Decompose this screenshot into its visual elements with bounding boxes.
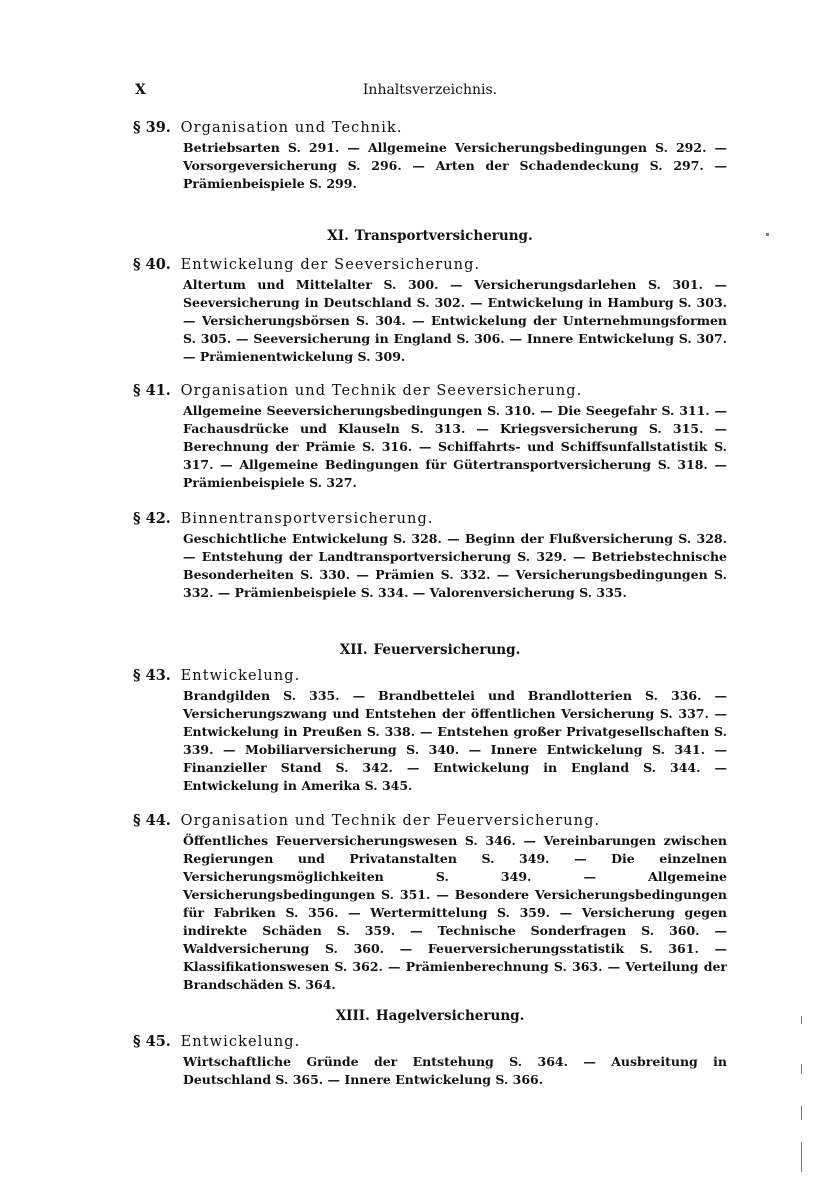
section-45 [133, 1032, 727, 1089]
section-title: Entwickelung der Seeversicherung. [180, 257, 481, 273]
section-number: § 39. [133, 119, 171, 136]
scan-speck [801, 1106, 802, 1120]
running-title: Inhaltsverzeichnis. [362, 82, 498, 98]
section-40 [133, 255, 727, 366]
section-body: Altertum und Mittelalter S. 300. — Versicherungsdarlehen S. 301. — Seeversicherung in Deutschland S. 302. — Entwickelung in Hamburg S. 303. — Versicherungsbörsen S. 304. — Entwickelung der Unternehmungsformen S. 305. — Seeversicherung in England S. 306. — Innere Entwickelung S. 307. — Prämienentwickelung S. 309. [183, 277, 727, 364]
chapter-heading-xii [135, 642, 725, 658]
chapter-number: XII. [339, 642, 368, 658]
section-body: Brandgilden S. 335. — Brandbettelei und Brandlotterien S. 336. — Versicherungszwang und Entstehen der öffentlichen Versicherung S. 337. — Entwickelung in Preußen S. 338. — Entstehen großer Privatgesellschaften S. 339. — Mobiliarversicherung S. 340. — Innere Entwickelung S. 341. — Finanzieller Stand S. 342. — Entwickelung in England S. 344. — Entwickelung in Amerika S. 345. [183, 688, 727, 793]
section-heading [133, 666, 727, 686]
running-head [135, 82, 725, 102]
section-number: § 45. [133, 1033, 171, 1050]
section-number: § 40. [133, 256, 171, 273]
section-body: Allgemeine Seeversicherungsbedingungen S. 310. — Die Seegefahr S. 311. — Fachausdrücke und Klauseln S. 313. — Kriegsversicherung S. 315. — Berechnung der Prämie S. 316. — Schiffahrts- und Schiffsunfallstatistik S. 317. — Allgemeine Bedingungen für Gütertransportversicherung S. 318. — Prämienbeispiele S. 327. [183, 403, 727, 490]
scan-speck [801, 1064, 802, 1074]
chapter-number: XIII. [335, 1008, 370, 1024]
section-body: Wirtschaftliche Gründe der Entstehung S. 364. — Ausbreitung in Deutschland S. 365. — Innere Entwickelung S. 366. [183, 1054, 727, 1087]
section-number: § 42. [133, 510, 171, 527]
chapter-title: Feuerversicherung. [373, 642, 521, 658]
section-number: § 41. [133, 382, 171, 399]
scan-speck [801, 1142, 802, 1172]
chapter-heading-xi [135, 228, 725, 244]
chapter-number: XI. [327, 228, 349, 244]
section-43 [133, 666, 727, 795]
section-body: Geschichtliche Entwickelung S. 328. — Beginn der Flußversicherung S. 328. — Entstehung der Landtransportversicherung S. 329. — Betriebstechnische Besonderheiten S. 330. — Prämien S. 332. — Versicherungsbedingungen S. 332. — Prämienbeispiele S. 334. — Valorenversicherung S. 335. [183, 531, 727, 600]
section-title: Entwickelung. [180, 668, 301, 684]
chapter-title: Hagelversicherung. [375, 1008, 525, 1024]
section-number: § 44. [133, 812, 171, 829]
section-title: Binnentransportversicherung. [180, 511, 434, 527]
section-title: Organisation und Technik der Feuerversicherung. [180, 813, 601, 829]
section-number: § 43. [133, 667, 171, 684]
section-heading [133, 255, 727, 275]
chapter-title: Transportversicherung. [354, 228, 533, 244]
chapter-heading-xiii [135, 1008, 725, 1024]
section-39 [133, 118, 727, 193]
section-41 [133, 381, 727, 492]
section-heading [133, 118, 727, 138]
section-title: Organisation und Technik der Seeversicherung. [180, 383, 583, 399]
scan-speck [801, 1016, 802, 1024]
section-title: Entwickelung. [180, 1034, 301, 1050]
section-44 [133, 811, 727, 994]
section-heading [133, 811, 727, 831]
section-body: Öffentliches Feuerversicherungswesen S. 346. — Vereinbarungen zwischen Regierungen und Privatanstalten S. 349. — Die einzelnen Versicherungsmöglichkeiten S. 349. — Allgemeine Versicherungsbedingungen S. 351. — Besondere Versicherungsbedingungen für Fabriken S. 356. — Wertermittelung S. 359. — Versicherung gegen indirekte Schäden S. 359. — Technische Sonderfragen S. 360. — Waldversicherung S. 360. — Feuerversicherungsstatistik S. 361. — Klassifikationswesen S. 362. — Prämienberechnung S. 363. — Verteilung der Brandschäden S. 364. [183, 833, 727, 992]
section-body: Betriebsarten S. 291. — Allgemeine Versicherungsbedingungen S. 292. — Vorsorgeversicherung S. 296. — Arten der Schadendeckung S. 297. — Prämienbeispiele S. 299. [183, 140, 727, 191]
section-title: Organisation und Technik. [180, 120, 403, 136]
scan-speck [766, 233, 769, 236]
section-42 [133, 509, 727, 602]
section-heading [133, 1032, 727, 1052]
section-heading [133, 509, 727, 529]
page-number: X [135, 82, 146, 98]
section-heading [133, 381, 727, 401]
